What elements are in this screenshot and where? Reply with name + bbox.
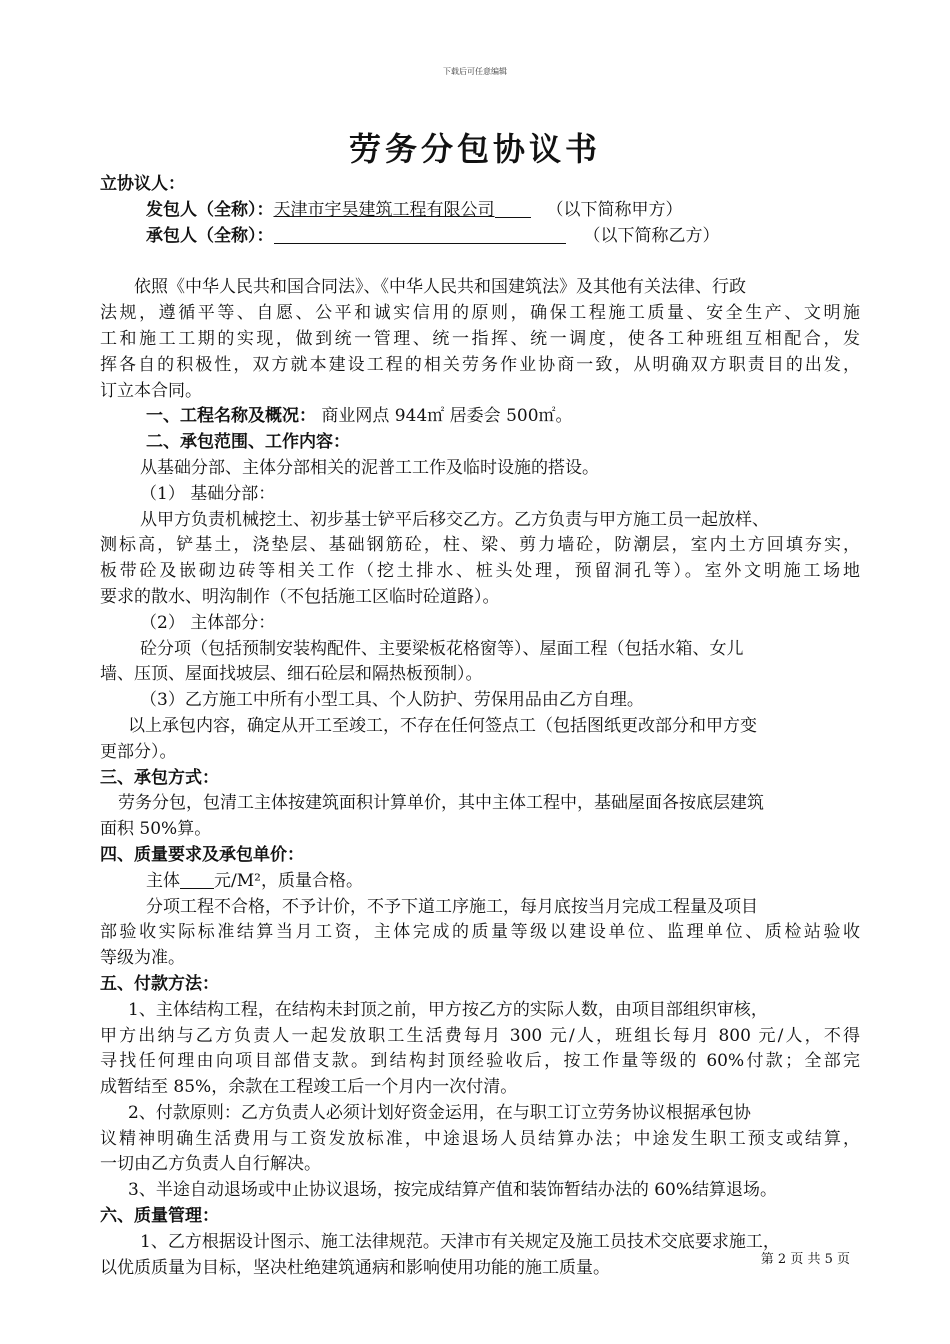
subcontractor-name-blank [274,225,566,244]
section-5-p2-line: 2、付款原则：乙方负责人必须计划好资金运用，在与职工订立劳务协议根据承包协 [128,1102,751,1123]
section-2-sub2-line: 墙、压顶、屋面找坡层、细石砼层和隔热板预制）。 [100,664,483,685]
section-2-sub1-heading: （1） 基础分部： [140,483,276,504]
section-3-heading: 三、承包方式： [100,767,219,788]
preamble-line: 挥各自的积极性，双方就本建设工程的相关劳务作业协商一致，从明确双方职责目的出发， [100,354,860,375]
section-3-line: 面积 50%算。 [100,819,212,840]
contractor-label: 发包人（全称）： [146,199,274,220]
contractor-name: 天津市宇昊建筑工程有限公司 [273,199,495,220]
header-note: 下载后可任意编辑 [443,67,507,76]
section-2-sub2-line: 砼分项（包括预制安装构配件、主要梁板花格窗等）、屋面工程（包括水箱、女儿 [140,638,744,659]
section-5-p3: 3、半途自动退场或中止协议退场，按完成结算产值和装饰暂结办法的 60%结算退场。 [128,1180,778,1201]
contractor-line [100,198,860,224]
section-2-intro: 从基础分部、主体分部相关的泥普工工作及临时设施的搭设。 [140,457,599,478]
price-suffix: 元/M²，质量合格。 [214,870,363,891]
price-blank [180,870,214,889]
section-6-heading: 六、质量管理： [100,1206,219,1227]
document-body [100,172,860,1281]
section-5-p1-line: 成暂结至 85%，余款在工程竣工后一个月内一次付清。 [100,1077,518,1098]
section-2-sub3: （3）乙方施工中所有小型工具、个人防护、劳保用品由乙方自理。 [140,690,644,711]
preamble-line: 法规，遵循平等、自愿、公平和诚实信用的原则，确保工程施工质量、安全生产、文明施 [100,303,860,324]
section-2-sub1-line: 要求的散水、明沟制作（不包括施工区临时砼道路）。 [100,586,500,607]
section-6-p1-line: 以优质质量为目标，坚决杜绝建筑通病和影响使用功能的施工质量。 [100,1257,610,1278]
preamble-line: 工和施工工期的实现，做到统一管理、统一指挥、统一调度，使各工种班组互相配合，发 [100,328,860,349]
price-prefix: 主体 [146,870,180,891]
section-3-line: 劳务分包，包清工主体按建筑面积计算单价，其中主体工程中，基础屋面各按底层建筑 [118,793,764,814]
subcontractor-alias: （以下简称乙方） [583,225,720,246]
section-4-price-line [100,869,860,895]
section-2-heading: 二、承包范围、工作内容： [146,432,350,453]
subcontractor-label: 承包人（全称）： [146,225,274,246]
contractor-underline [495,199,531,218]
section-6-p1-line: 1、乙方根据设计图示、施工法律规范。天津市有关规定及施工员技术交底要求施工， [140,1231,780,1252]
contractor-alias: （以下简称甲方） [546,199,683,220]
section-5-p1-line: 1、主体结构工程，在结构未封顶之前，甲方按乙方的实际人数，由项目部组织审核， [128,999,768,1020]
page-number: 第 2 页 共 5 页 [760,1252,850,1267]
section-2-sub1-line: 测标高，铲基土，浇垫层、基础钢筋砼，柱、梁、剪力墙砼，防潮层，室内土方回填夯实， [100,535,860,556]
section-5-p1-line: 甲方出纳与乙方负责人一起发放职工生活费每月 300 元/人，班组长每月 800 元/人，不得 [100,1025,860,1046]
preamble-line: 订立本合同。 [100,380,202,401]
section-5-p2-line: 一切由乙方负责人自行解决。 [100,1154,321,1175]
section-1 [100,404,860,430]
section-1-text: 商业网点 944㎡ 居委会 500㎡。 [321,406,573,427]
section-2-sub2-heading: （2） 主体部分： [140,612,276,633]
section-4-line: 等级为准。 [100,948,185,969]
section-1-heading: 一、工程名称及概况： [146,406,316,427]
subcontractor-line [100,224,860,250]
document-title: 劳务分包协议书 [348,130,601,168]
section-4-line: 部验收实际标准结算当月工资，主体完成的质量等级以建设单位、监理单位、质检站验收 [100,922,860,943]
section-5-p2-line: 议精神明确生活费用与工资发放标准，中途退场人员结算办法；中途发生职工预支或结算， [100,1128,860,1149]
section-2-sub1-line: 从甲方负责机械挖土、初步基士铲平后移交乙方。乙方负责与甲方施工员一起放样、 [140,509,769,530]
section-4-heading: 四、质量要求及承包单价： [100,844,304,865]
section-4-line: 分项工程不合格，不予计价，不予下道工序施工，每月底按当月完成工程量及项目 [146,896,758,917]
section-2-closing-line: 更部分）。 [100,741,177,762]
section-5-heading: 五、付款方法： [100,973,219,994]
section-5-p1-line: 寻找任何理由向项目部借支款。到结构封顶经验收后，按工作量等级的 60%付款；全部完 [100,1051,860,1072]
parties-heading: 立协议人： [100,174,185,194]
preamble-line: 依照《中华人民共和国合同法》、《中华人民共和国建筑法》及其他有关法律、行政 [134,277,746,298]
section-2-closing-line: 以上承包内容，确定从开工至竣工，不存在任何签点工（包括图纸更改部分和甲方变 [128,715,757,736]
section-2-sub1-line: 板带砼及嵌砌边砖等相关工作（挖土排水、桩头处理，预留洞孔等）。室外文明施工场地 [100,561,860,582]
